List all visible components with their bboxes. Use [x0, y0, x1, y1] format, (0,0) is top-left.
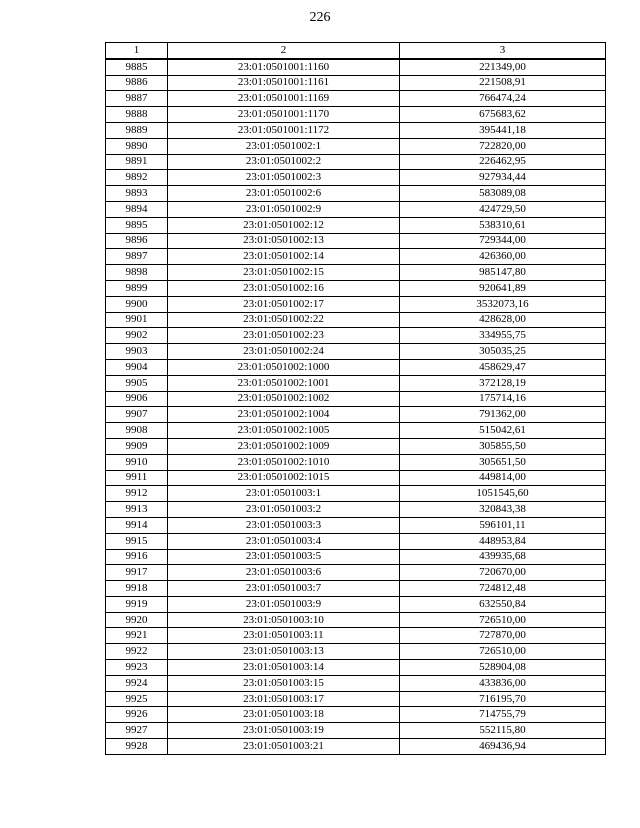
cadastral-value-cell: 927934,44 — [400, 170, 606, 186]
table-row — [106, 217, 606, 233]
row-number-cell: 9893 — [106, 186, 168, 202]
cadastral-number-cell: 23:01:0501002:22 — [168, 312, 400, 328]
table-row — [106, 612, 606, 628]
cadastral-number-cell: 23:01:0501001:1172 — [168, 122, 400, 138]
cadastral-number-cell: 23:01:0501003:11 — [168, 628, 400, 644]
row-number-cell: 9905 — [106, 375, 168, 391]
column-header-2: 2 — [168, 43, 400, 59]
cadastral-number-cell: 23:01:0501002:23 — [168, 328, 400, 344]
table-row — [106, 391, 606, 407]
table-row — [106, 186, 606, 202]
row-number-cell: 9890 — [106, 138, 168, 154]
cadastral-value-cell: 372128,19 — [400, 375, 606, 391]
table-row — [106, 328, 606, 344]
row-number-cell: 9886 — [106, 75, 168, 91]
table-row — [106, 723, 606, 739]
row-number-cell: 9895 — [106, 217, 168, 233]
table-row — [106, 375, 606, 391]
row-number-cell: 9912 — [106, 486, 168, 502]
cadastral-number-cell: 23:01:0501002:1009 — [168, 438, 400, 454]
cadastral-number-cell: 23:01:0501002:1000 — [168, 359, 400, 375]
table-row — [106, 265, 606, 281]
table-row — [106, 549, 606, 565]
table-row — [106, 91, 606, 107]
cadastral-number-cell: 23:01:0501002:1010 — [168, 454, 400, 470]
cadastral-value-cell: 528904,08 — [400, 660, 606, 676]
table-row — [106, 233, 606, 249]
cadastral-number-cell: 23:01:0501002:1005 — [168, 423, 400, 439]
cadastral-value-cell: 727870,00 — [400, 628, 606, 644]
table-row — [106, 470, 606, 486]
row-number-cell: 9927 — [106, 723, 168, 739]
cadastral-number-cell: 23:01:0501003:15 — [168, 675, 400, 691]
cadastral-value-cell: 469436,94 — [400, 739, 606, 755]
cadastral-value-cell: 720670,00 — [400, 565, 606, 581]
table-row — [106, 581, 606, 597]
cadastral-number-cell: 23:01:0501002:3 — [168, 170, 400, 186]
cadastral-number-cell: 23:01:0501003:19 — [168, 723, 400, 739]
table-row — [106, 154, 606, 170]
row-number-cell: 9908 — [106, 423, 168, 439]
row-number-cell: 9900 — [106, 296, 168, 312]
cadastral-number-cell: 23:01:0501002:13 — [168, 233, 400, 249]
table-row — [106, 344, 606, 360]
row-number-cell: 9926 — [106, 707, 168, 723]
cadastral-number-cell: 23:01:0501003:9 — [168, 596, 400, 612]
row-number-cell: 9899 — [106, 280, 168, 296]
cadastral-value-cell: 175714,16 — [400, 391, 606, 407]
cadastral-number-cell: 23:01:0501002:16 — [168, 280, 400, 296]
cadastral-number-cell: 23:01:0501002:6 — [168, 186, 400, 202]
table-header — [106, 43, 606, 59]
table-row — [106, 739, 606, 755]
row-number-cell: 9921 — [106, 628, 168, 644]
cadastral-number-cell: 23:01:0501002:9 — [168, 201, 400, 217]
cadastral-value-cell: 515042,61 — [400, 423, 606, 439]
cadastral-value-cell: 722820,00 — [400, 138, 606, 154]
table-row — [106, 596, 606, 612]
table-row — [106, 107, 606, 123]
cadastral-value-cell: 583089,08 — [400, 186, 606, 202]
row-number-cell: 9885 — [106, 59, 168, 75]
row-number-cell: 9915 — [106, 533, 168, 549]
cadastral-number-cell: 23:01:0501002:1004 — [168, 407, 400, 423]
cadastral-number-cell: 23:01:0501002:1002 — [168, 391, 400, 407]
cadastral-value-cell: 714755,79 — [400, 707, 606, 723]
table-row — [106, 628, 606, 644]
cadastral-value-cell: 985147,80 — [400, 265, 606, 281]
row-number-cell: 9910 — [106, 454, 168, 470]
row-number-cell: 9889 — [106, 122, 168, 138]
table-row — [106, 438, 606, 454]
cadastral-value-cell: 716195,70 — [400, 691, 606, 707]
cadastral-number-cell: 23:01:0501003:17 — [168, 691, 400, 707]
row-number-cell: 9903 — [106, 344, 168, 360]
row-number-cell: 9904 — [106, 359, 168, 375]
cadastral-number-cell: 23:01:0501003:4 — [168, 533, 400, 549]
cadastral-value-cell: 449814,00 — [400, 470, 606, 486]
cadastral-value-cell: 3532073,16 — [400, 296, 606, 312]
cadastral-value-cell: 439935,68 — [400, 549, 606, 565]
header-row — [106, 43, 606, 59]
row-number-cell: 9911 — [106, 470, 168, 486]
column-header-3: 3 — [400, 43, 606, 59]
table-row — [106, 502, 606, 518]
row-number-cell: 9902 — [106, 328, 168, 344]
cadastral-value-cell: 334955,75 — [400, 328, 606, 344]
table-row — [106, 280, 606, 296]
cadastral-value-cell: 766474,24 — [400, 91, 606, 107]
cadastral-number-cell: 23:01:0501001:1170 — [168, 107, 400, 123]
row-number-cell: 9887 — [106, 91, 168, 107]
cadastral-number-cell: 23:01:0501002:15 — [168, 265, 400, 281]
cadastral-number-cell: 23:01:0501002:2 — [168, 154, 400, 170]
row-number-cell: 9918 — [106, 581, 168, 597]
cadastral-number-cell: 23:01:0501002:12 — [168, 217, 400, 233]
row-number-cell: 9920 — [106, 612, 168, 628]
cadastral-number-cell: 23:01:0501003:3 — [168, 517, 400, 533]
table-row — [106, 644, 606, 660]
cadastral-value-cell: 675683,62 — [400, 107, 606, 123]
row-number-cell: 9916 — [106, 549, 168, 565]
cadastral-value-cell: 1051545,60 — [400, 486, 606, 502]
row-number-cell: 9898 — [106, 265, 168, 281]
table-row — [106, 75, 606, 91]
cadastral-value-cell: 426360,00 — [400, 249, 606, 265]
cadastral-value-cell: 791362,00 — [400, 407, 606, 423]
table-row — [106, 201, 606, 217]
table-row — [106, 675, 606, 691]
table-row — [106, 296, 606, 312]
table-row — [106, 707, 606, 723]
cadastral-value-cell: 424729,50 — [400, 201, 606, 217]
cadastral-value-cell: 305855,50 — [400, 438, 606, 454]
cadastral-value-cell: 305651,50 — [400, 454, 606, 470]
cadastral-value-cell: 320843,38 — [400, 502, 606, 518]
row-number-cell: 9892 — [106, 170, 168, 186]
cadastral-number-cell: 23:01:0501003:6 — [168, 565, 400, 581]
row-number-cell: 9907 — [106, 407, 168, 423]
table-row — [106, 170, 606, 186]
cadastral-value-cell: 726510,00 — [400, 644, 606, 660]
table-row — [106, 517, 606, 533]
page-number: 226 — [309, 10, 331, 25]
cadastral-value-cell: 433836,00 — [400, 675, 606, 691]
cadastral-value-cell: 920641,89 — [400, 280, 606, 296]
cadastral-number-cell: 23:01:0501002:1001 — [168, 375, 400, 391]
cadastral-number-cell: 23:01:0501001:1160 — [168, 59, 400, 75]
cadastral-value-cell: 552115,80 — [400, 723, 606, 739]
row-number-cell: 9888 — [106, 107, 168, 123]
cadastral-value-cell: 458629,47 — [400, 359, 606, 375]
cadastral-number-cell: 23:01:0501003:13 — [168, 644, 400, 660]
cadastral-number-cell: 23:01:0501003:7 — [168, 581, 400, 597]
cadastral-number-cell: 23:01:0501001:1161 — [168, 75, 400, 91]
table-row — [106, 691, 606, 707]
table-row — [106, 660, 606, 676]
row-number-cell: 9928 — [106, 739, 168, 755]
row-number-cell: 9924 — [106, 675, 168, 691]
cadastral-value-cell: 305035,25 — [400, 344, 606, 360]
table-row — [106, 565, 606, 581]
cadastral-number-cell: 23:01:0501003:18 — [168, 707, 400, 723]
cadastral-number-cell: 23:01:0501003:1 — [168, 486, 400, 502]
cadastral-value-cell: 729344,00 — [400, 233, 606, 249]
row-number-cell: 9901 — [106, 312, 168, 328]
row-number-cell: 9906 — [106, 391, 168, 407]
cadastral-value-cell: 726510,00 — [400, 612, 606, 628]
cadastral-number-cell: 23:01:0501002:24 — [168, 344, 400, 360]
cadastral-value-cell: 724812,48 — [400, 581, 606, 597]
table-row — [106, 533, 606, 549]
cadastral-number-cell: 23:01:0501001:1169 — [168, 91, 400, 107]
cadastral-number-cell: 23:01:0501003:10 — [168, 612, 400, 628]
table-row — [106, 59, 606, 75]
table-row — [106, 249, 606, 265]
row-number-cell: 9909 — [106, 438, 168, 454]
row-number-cell: 9913 — [106, 502, 168, 518]
cadastral-value-cell: 448953,84 — [400, 533, 606, 549]
cadastral-value-cell: 226462,95 — [400, 154, 606, 170]
table-row — [106, 454, 606, 470]
cadastral-value-cell: 221349,00 — [400, 59, 606, 75]
cadastral-number-cell: 23:01:0501003:5 — [168, 549, 400, 565]
table-row — [106, 407, 606, 423]
cadastral-value-cell: 395441,18 — [400, 122, 606, 138]
table-body — [106, 59, 606, 755]
row-number-cell: 9891 — [106, 154, 168, 170]
row-number-cell: 9914 — [106, 517, 168, 533]
cadastral-number-cell: 23:01:0501002:1 — [168, 138, 400, 154]
cadastral-number-cell: 23:01:0501002:14 — [168, 249, 400, 265]
cadastral-value-table — [105, 42, 606, 755]
column-header-1: 1 — [106, 43, 168, 59]
table-row — [106, 138, 606, 154]
row-number-cell: 9896 — [106, 233, 168, 249]
row-number-cell: 9917 — [106, 565, 168, 581]
table-row — [106, 486, 606, 502]
row-number-cell: 9919 — [106, 596, 168, 612]
table-row — [106, 423, 606, 439]
row-number-cell: 9923 — [106, 660, 168, 676]
cadastral-number-cell: 23:01:0501002:17 — [168, 296, 400, 312]
table-row — [106, 312, 606, 328]
row-number-cell: 9897 — [106, 249, 168, 265]
cadastral-value-cell: 428628,00 — [400, 312, 606, 328]
cadastral-number-cell: 23:01:0501003:14 — [168, 660, 400, 676]
cadastral-number-cell: 23:01:0501003:2 — [168, 502, 400, 518]
cadastral-value-cell: 538310,61 — [400, 217, 606, 233]
row-number-cell: 9922 — [106, 644, 168, 660]
table-row — [106, 359, 606, 375]
cadastral-value-cell: 632550,84 — [400, 596, 606, 612]
cadastral-value-cell: 221508,91 — [400, 75, 606, 91]
cadastral-value-cell: 596101,11 — [400, 517, 606, 533]
cadastral-number-cell: 23:01:0501003:21 — [168, 739, 400, 755]
row-number-cell: 9925 — [106, 691, 168, 707]
cadastral-number-cell: 23:01:0501002:1015 — [168, 470, 400, 486]
table-row — [106, 122, 606, 138]
row-number-cell: 9894 — [106, 201, 168, 217]
